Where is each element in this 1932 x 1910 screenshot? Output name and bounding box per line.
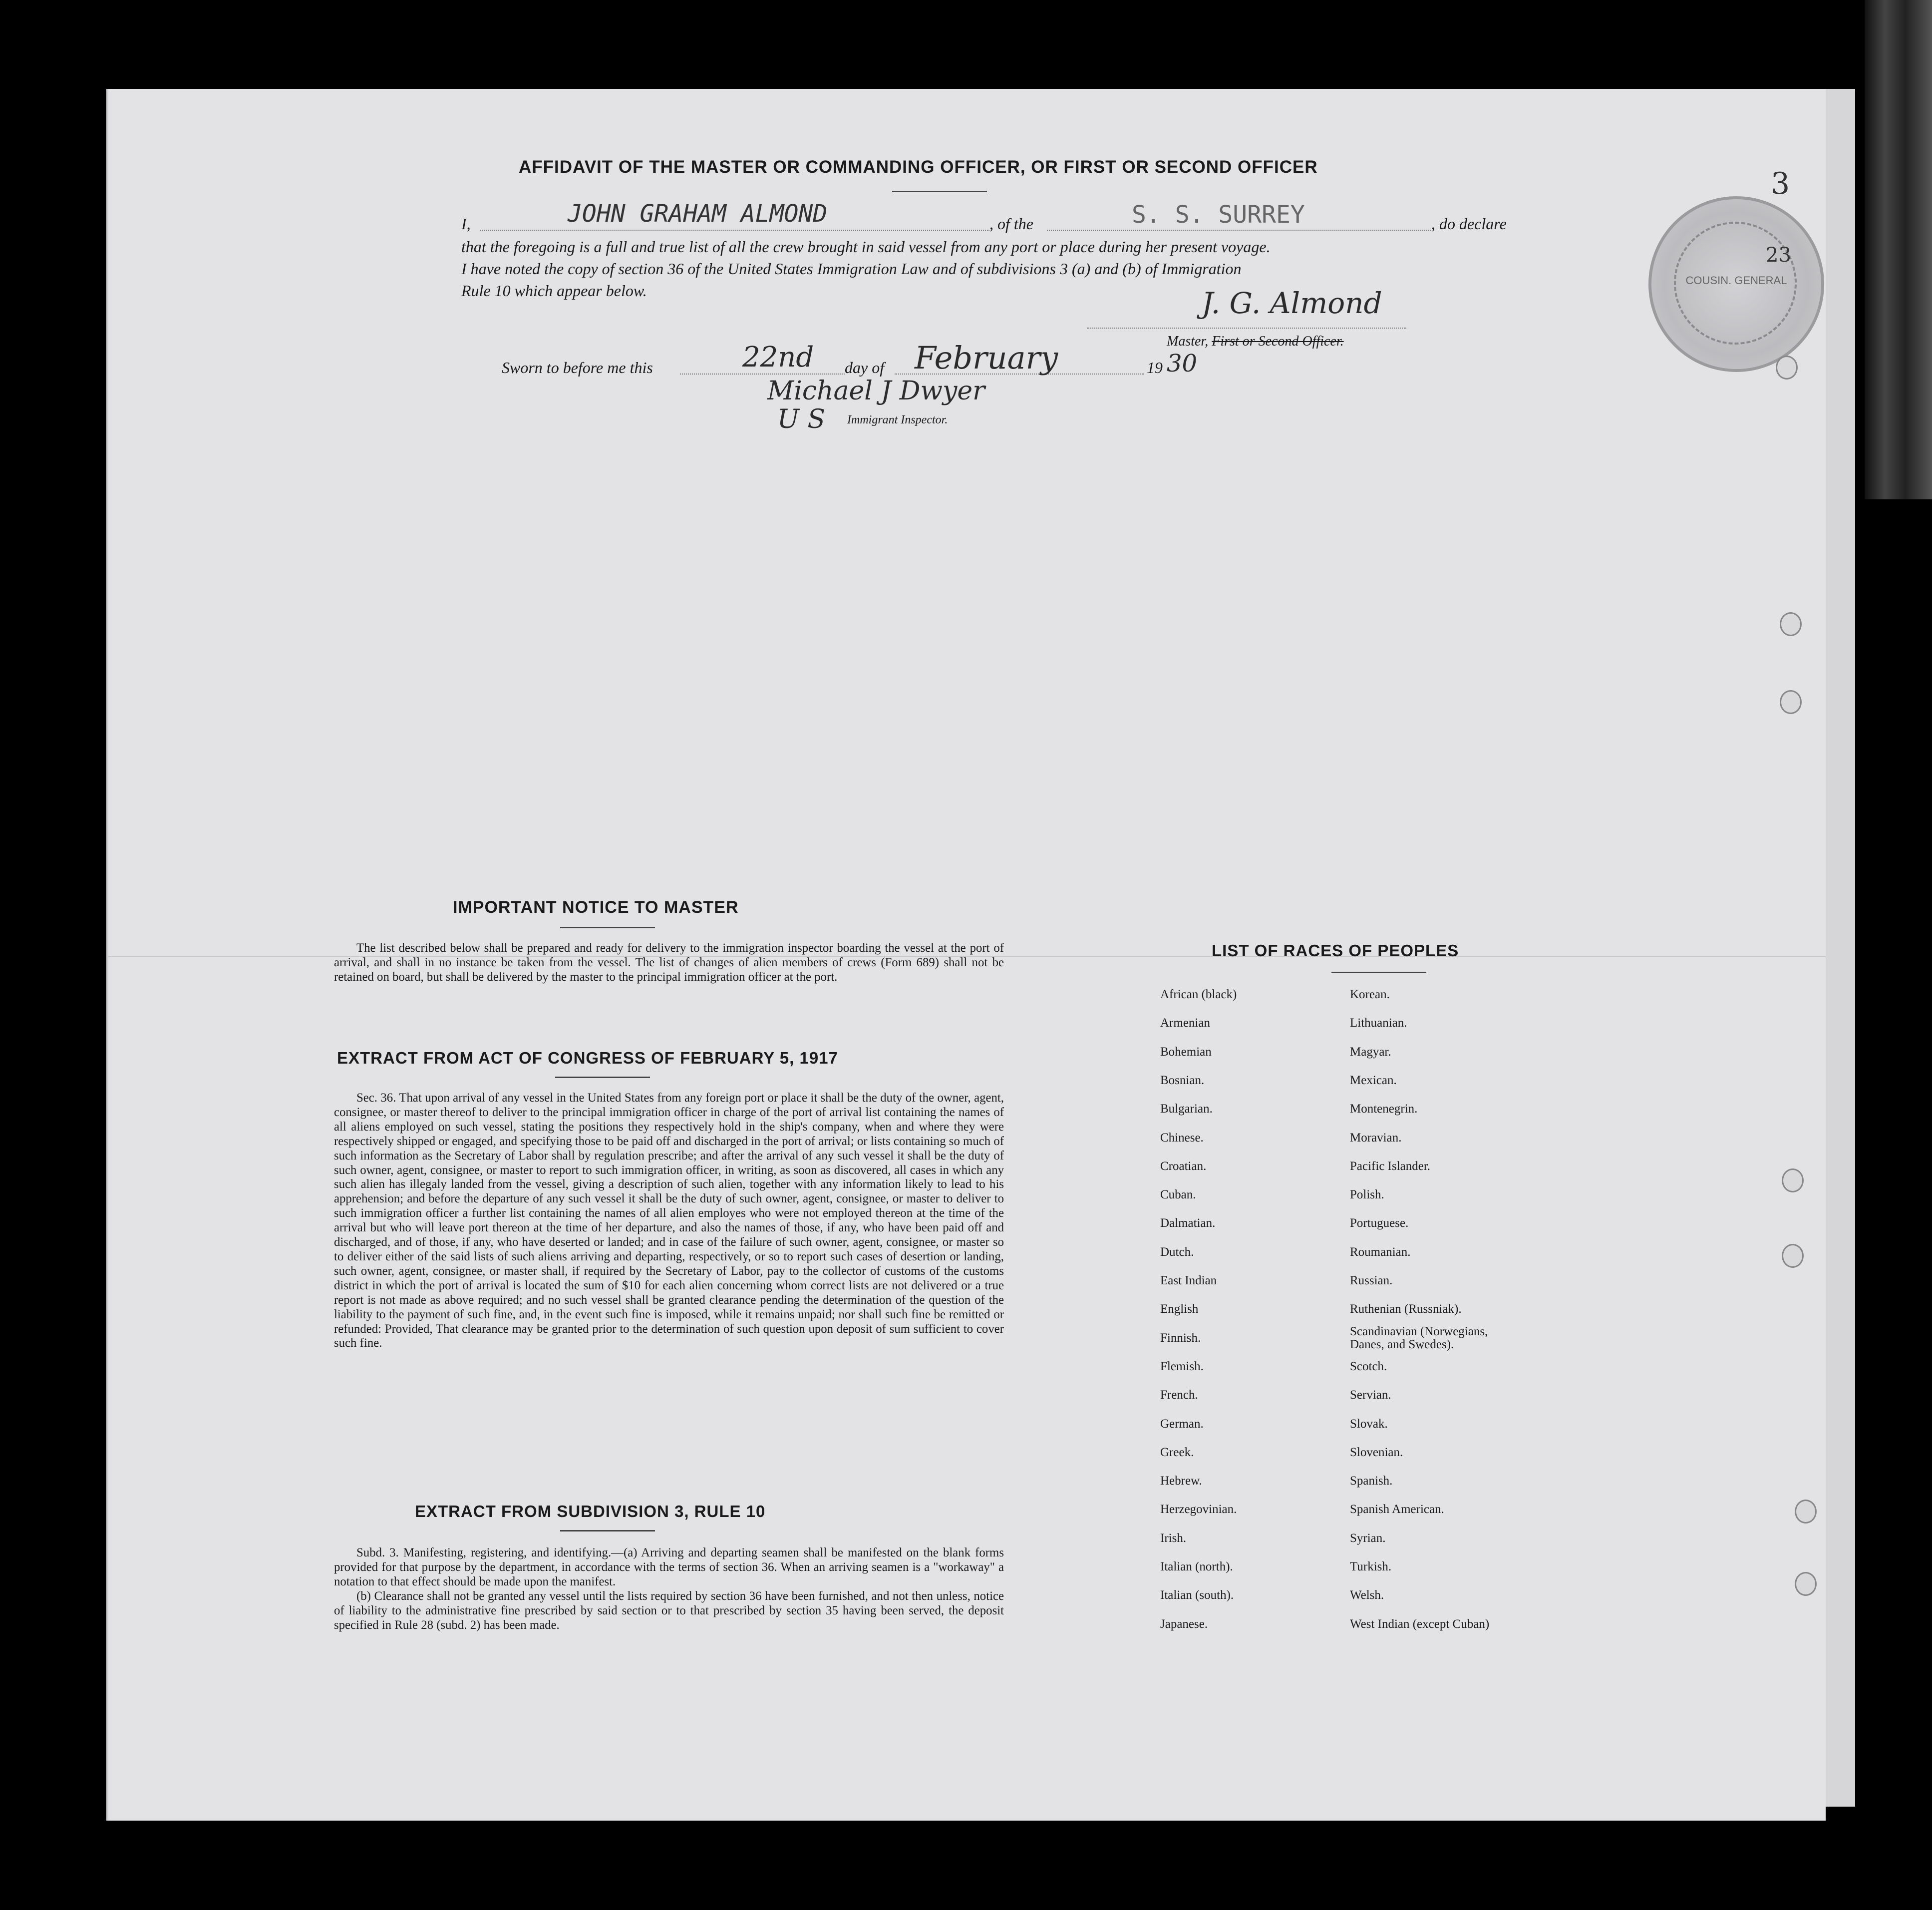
signature-dotline xyxy=(1087,328,1406,329)
race-item: Ruthenian (Russniak). xyxy=(1350,1302,1462,1316)
official-stamp xyxy=(1648,196,1824,372)
scanner-edge xyxy=(1865,0,1932,499)
binder-hole xyxy=(1795,1500,1817,1524)
race-item: East Indian xyxy=(1160,1274,1217,1287)
stamp-text: COUSIN. GENERAL xyxy=(1685,274,1787,287)
race-item: Montenegrin. xyxy=(1350,1102,1418,1116)
race-item: Armenian xyxy=(1160,1016,1210,1030)
rule-title: EXTRACT FROM SUBDIVISION 3, RULE 10 xyxy=(415,1502,766,1521)
race-item: Dalmatian. xyxy=(1160,1216,1216,1230)
vessel-dotline xyxy=(1047,230,1431,231)
rule-paragraph-a: Subd. 3. Manifesting, registering, and identifying.—(a) Arriving and departing seamen shall be manifested on the blank forms provided for that purpose by the department, in accordance with the terms of section 36. When an arriving seamen is a "workaway" a notation to that effect should be made upon the manifest. xyxy=(334,1546,1004,1588)
officer-struck: First or Second Officer. xyxy=(1212,334,1344,349)
race-item: Japanese. xyxy=(1160,1617,1208,1631)
race-item: Italian (south). xyxy=(1160,1588,1234,1602)
race-item: German. xyxy=(1160,1417,1204,1431)
race-item: Korean. xyxy=(1350,988,1390,1001)
race-item: Finnish. xyxy=(1160,1331,1201,1345)
race-item: Portuguese. xyxy=(1350,1216,1409,1230)
sworn-label: Sworn to before me this xyxy=(502,359,653,377)
race-item: Slovenian. xyxy=(1350,1445,1403,1459)
binder-hole xyxy=(1776,356,1798,380)
page-edge-shadow xyxy=(1824,89,1855,1807)
race-item: Pacific Islander. xyxy=(1350,1159,1431,1173)
month-value: February xyxy=(915,340,1058,376)
master-name: JOHN GRAHAM ALMOND xyxy=(568,200,828,228)
race-item: Slovak. xyxy=(1350,1417,1388,1431)
race-item: Bosnian. xyxy=(1160,1073,1205,1087)
do-declare-label: , do declare xyxy=(1431,215,1507,233)
race-item: Spanish American. xyxy=(1350,1503,1444,1517)
race-item: Bohemian xyxy=(1160,1045,1212,1059)
rule-rule xyxy=(560,1530,655,1531)
race-item: Scandinavian (Norwegians, Danes, and Swedes). xyxy=(1350,1324,1488,1351)
notice-text xyxy=(334,941,1004,985)
race-item: Italian (north). xyxy=(1160,1560,1233,1573)
races-rule xyxy=(1331,972,1426,973)
master-label-text: Master, xyxy=(1167,334,1209,349)
race-item: Croatian. xyxy=(1160,1159,1207,1173)
race-item: Magyar. xyxy=(1350,1045,1391,1059)
vessel-name: S. S. SURREY xyxy=(1132,201,1305,229)
race-item: English xyxy=(1160,1302,1199,1316)
act-text xyxy=(334,1091,1004,1351)
day-value: 22nd xyxy=(742,341,814,374)
of-the-label: , of the xyxy=(989,215,1033,233)
name-dotline xyxy=(480,230,989,231)
notice-rule xyxy=(560,927,655,928)
inspector-label: Immigrant Inspector. xyxy=(847,413,948,426)
race-item: French. xyxy=(1160,1388,1198,1402)
binder-hole xyxy=(1795,1572,1817,1596)
race-item: Servian. xyxy=(1350,1388,1391,1402)
affidavit-line-2: that the foregoing is a full and true list of all the crew brought in said vessel from any port or place during her present voyage. xyxy=(461,238,1271,256)
race-item: Lithuanian. xyxy=(1350,1016,1407,1030)
inspector-signature: Michael J Dwyer xyxy=(767,376,985,406)
master-signature: J. G. Almond xyxy=(1202,286,1382,320)
notice-title: IMPORTANT NOTICE TO MASTER xyxy=(453,898,739,917)
race-item: African (black) xyxy=(1160,988,1237,1001)
race-item: Chinese. xyxy=(1160,1131,1204,1145)
binder-hole xyxy=(1782,1244,1804,1268)
act-title: EXTRACT FROM ACT OF CONGRESS OF FEBRUARY 5, 1917 xyxy=(337,1049,838,1067)
margin-number-top: 3 xyxy=(1771,166,1790,201)
act-paragraph: Sec. 36. That upon arrival of any vessel in the United States from any foreign port or place it shall be the duty of the owner, agent, consignee, or master thereof to deliver to the principal immigration officer in charge of the port of arrival list containing the names of all aliens employed on such vessel, stating the positions they respectively hold in the ship's company, when and where they were respectively shipped or engaged, and specifying those to be paid off and discharged in the port of arrival; or lists containing so much of such information as the Secretary of Labor shall by regulation prescribe; and after the arrival of any such vessel it shall be the duty of such owner, agent, consignee, or master to report to such immigration officer, in writing, as soon as discovered, all cases in which any such alien has illegaly landed from the vessel, giving a description of such alien, together with any information likely to lead to his apprehension; and before the departure of any such vessel it shall be the duty of such owner, agent, consignee, or master to deliver to such immigration officer a further list containing the names of all alien employes who were not employed thereon at the time of the arrival but who will leave port thereon at the time of her departure, and also the names of those, if any, who have been paid off and discharged, and of those, if any, who have deserted or landed; and in case of the failure of such owner, agent, consignee, or master so to deliver either of the said lists of such aliens arriving and departing, respectively, or so to report such cases of desertion or landing, such owner, agent, consignee, or master shall, if required by the Secretary of Labor, pay to the collector of customs of the customs district in which the port of arrival is located the sum of $10 for each alien concerning whom correct lists are not delivered or a true report is not made as above required; and no such vessel shall be granted clearance pending the determination of the question of the liability to the payment of such fine, and, in the event such fine is imposed, while it remains unpaid; nor shall such fine be remitted or refunded: Provided, That clearance may be granted prior to the determination of such question upon deposit of sum sufficient to cover such fine. xyxy=(334,1091,1004,1350)
document-page xyxy=(106,89,1826,1821)
race-item: Flemish. xyxy=(1160,1359,1204,1373)
year-value: 30 xyxy=(1167,350,1198,378)
race-item: Hebrew. xyxy=(1160,1474,1202,1488)
race-item: Roumanian. xyxy=(1350,1245,1411,1259)
race-item: Spanish. xyxy=(1350,1474,1393,1488)
affidavit-line-3: I have noted the copy of section 36 of the United States Immigration Law and of subdivisions 3 (a) and (b) of Immigration xyxy=(461,260,1242,278)
race-item: Cuban. xyxy=(1160,1188,1196,1202)
act-rule xyxy=(555,1077,650,1078)
race-item: West Indian (except Cuban) xyxy=(1350,1617,1490,1631)
race-item: Herzegovinian. xyxy=(1160,1503,1237,1517)
i-label: I, xyxy=(461,215,471,233)
binder-hole xyxy=(1780,690,1802,714)
master-label xyxy=(1167,334,1344,350)
affidavit-line-4: Rule 10 which appear below. xyxy=(461,282,647,300)
race-item: Moravian. xyxy=(1350,1131,1402,1145)
day-dotline xyxy=(680,374,845,375)
rule-text xyxy=(334,1546,1004,1632)
race-item: Syrian. xyxy=(1350,1531,1386,1545)
race-item: Bulgarian. xyxy=(1160,1102,1213,1116)
race-item: Russian. xyxy=(1350,1274,1393,1287)
affidavit-title: AFFIDAVIT OF THE MASTER OR COMMANDING OFFICER, OR FIRST OR SECOND OFFICER xyxy=(519,157,1318,177)
race-item: Irish. xyxy=(1160,1531,1187,1545)
year-prefix: 19 xyxy=(1147,359,1163,377)
day-of-label: day of xyxy=(845,359,885,377)
inspector-prefix: U S xyxy=(777,404,825,434)
binder-hole xyxy=(1780,612,1802,636)
notice-paragraph: The list described below shall be prepared and ready for delivery to the immigration inspector boarding the vessel at the port of arrival, and shall in no instance be taken from the vessel. The list of changes of alien members of crews (Form 689) shall not be retained on board, but shall be delivered by the master to the principal immigration officer at the port. xyxy=(334,941,1004,984)
rule-paragraph-b: (b) Clearance shall not be granted any vessel until the lists required by section 36 have been furnished, and not then unless, notice of liability to the administrative fine prescribed by said section or to that prescribed by section 35 having been served, the deposit specified in Rule 28 (subd. 2) has been made. xyxy=(334,1589,1004,1632)
race-item: Polish. xyxy=(1350,1188,1384,1202)
race-item: Scotch. xyxy=(1350,1359,1387,1373)
race-item: Welsh. xyxy=(1350,1588,1384,1602)
title-rule xyxy=(892,191,987,192)
margin-number-mid: 23 xyxy=(1766,244,1791,267)
race-item: Dutch. xyxy=(1160,1245,1194,1259)
race-item: Greek. xyxy=(1160,1445,1194,1459)
binder-hole xyxy=(1782,1168,1804,1192)
race-item: Mexican. xyxy=(1350,1073,1397,1087)
race-item: Turkish. xyxy=(1350,1560,1392,1573)
races-title: LIST OF RACES OF PEOPLES xyxy=(1212,941,1459,960)
